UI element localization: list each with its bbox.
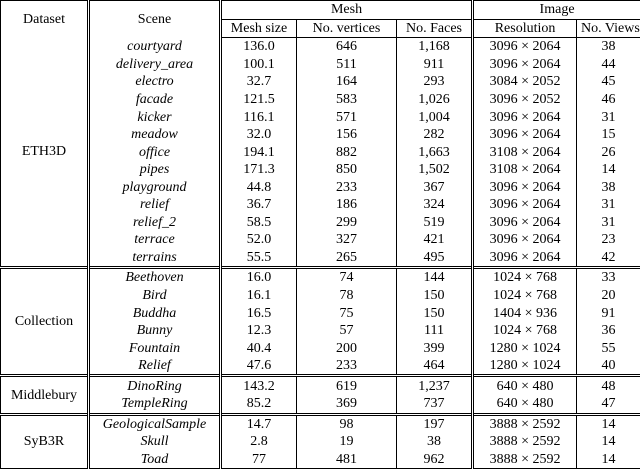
vertices-cell: 850 — [297, 161, 397, 179]
table-row — [1, 214, 640, 232]
scene-cell: kicker — [89, 108, 221, 126]
resolution-header: Resolution — [473, 19, 577, 38]
mesh-size-cell: 44.8 — [221, 178, 297, 196]
views-cell: 14 — [577, 161, 640, 179]
views-cell: 55 — [577, 339, 640, 357]
mesh-size-cell: 32.7 — [221, 73, 297, 91]
faces-cell: 282 — [397, 126, 473, 144]
views-cell: 33 — [577, 268, 640, 287]
scene-cell: Bunny — [89, 322, 221, 340]
mesh-size-cell: 40.4 — [221, 339, 297, 357]
table-row — [1, 414, 640, 433]
faces-cell: 1,168 — [397, 38, 473, 56]
table-row — [1, 357, 640, 376]
views-cell: 31 — [577, 196, 640, 214]
resolution-cell: 1024 × 768 — [473, 287, 577, 305]
views-cell: 26 — [577, 143, 640, 161]
vertices-cell: 646 — [297, 38, 397, 56]
scene-cell: relief — [89, 196, 221, 214]
resolution-cell: 3888 × 2592 — [473, 433, 577, 451]
resolution-cell: 3096 × 2064 — [473, 56, 577, 74]
vertices-cell: 200 — [297, 339, 397, 357]
header-row-1 — [1, 1, 640, 20]
resolution-cell: 3096 × 2064 — [473, 214, 577, 232]
resolution-cell: 1024 × 768 — [473, 322, 577, 340]
dataset-header: Dataset — [1, 1, 89, 38]
faces-cell: 464 — [397, 357, 473, 376]
image-header: Image — [473, 1, 640, 20]
views-cell: 31 — [577, 214, 640, 232]
resolution-cell: 1404 × 936 — [473, 304, 577, 322]
views-cell: 14 — [577, 433, 640, 451]
vertices-cell: 98 — [297, 414, 397, 433]
faces-header: No. Faces — [397, 19, 473, 38]
faces-cell: 150 — [397, 287, 473, 305]
resolution-cell: 640 × 480 — [473, 395, 577, 414]
resolution-cell: 3096 × 2064 — [473, 38, 577, 56]
faces-cell: 367 — [397, 178, 473, 196]
table-row — [1, 196, 640, 214]
dataset-cell: SyB3R — [1, 414, 89, 469]
views-cell: 48 — [577, 376, 640, 395]
resolution-cell: 3096 × 2064 — [473, 108, 577, 126]
dataset-cell: Collection — [1, 268, 89, 376]
vertices-cell: 78 — [297, 287, 397, 305]
mesh-header: Mesh — [221, 1, 473, 20]
mesh-size-header: Mesh size — [221, 19, 297, 38]
scene-cell: terrace — [89, 231, 221, 249]
scene-cell: TempleRing — [89, 395, 221, 414]
views-cell: 31 — [577, 108, 640, 126]
mesh-size-cell: 85.2 — [221, 395, 297, 414]
mesh-size-cell: 58.5 — [221, 214, 297, 232]
resolution-cell: 3108 × 2064 — [473, 161, 577, 179]
resolution-cell: 3888 × 2592 — [473, 451, 577, 469]
vertices-cell: 882 — [297, 143, 397, 161]
scene-cell: Fountain — [89, 339, 221, 357]
scene-cell: Bird — [89, 287, 221, 305]
mesh-size-cell: 52.0 — [221, 231, 297, 249]
faces-cell: 1,502 — [397, 161, 473, 179]
table-row — [1, 126, 640, 144]
vertices-cell: 619 — [297, 376, 397, 395]
mesh-size-cell: 143.2 — [221, 376, 297, 395]
mesh-size-cell: 14.7 — [221, 414, 297, 433]
vertices-cell: 156 — [297, 126, 397, 144]
scene-cell: Relief — [89, 357, 221, 376]
faces-cell: 1,026 — [397, 91, 473, 109]
table-row — [1, 287, 640, 305]
scene-cell: Skull — [89, 433, 221, 451]
resolution-cell: 3108 × 2064 — [473, 143, 577, 161]
faces-cell: 911 — [397, 56, 473, 74]
vertices-cell: 57 — [297, 322, 397, 340]
vertices-cell: 233 — [297, 357, 397, 376]
resolution-cell: 640 × 480 — [473, 376, 577, 395]
resolution-cell: 3096 × 2064 — [473, 196, 577, 214]
mesh-size-cell: 47.6 — [221, 357, 297, 376]
vertices-cell: 19 — [297, 433, 397, 451]
resolution-cell: 3096 × 2064 — [473, 178, 577, 196]
scene-cell: meadow — [89, 126, 221, 144]
vertices-cell: 481 — [297, 451, 397, 469]
vertices-cell: 369 — [297, 395, 397, 414]
views-cell: 91 — [577, 304, 640, 322]
scene-cell: courtyard — [89, 38, 221, 56]
views-cell: 14 — [577, 451, 640, 469]
views-cell: 45 — [577, 73, 640, 91]
mesh-size-cell: 121.5 — [221, 91, 297, 109]
mesh-size-cell: 171.3 — [221, 161, 297, 179]
table-row — [1, 322, 640, 340]
faces-cell: 111 — [397, 322, 473, 340]
table-row — [1, 268, 640, 287]
faces-cell: 38 — [397, 433, 473, 451]
faces-cell: 1,237 — [397, 376, 473, 395]
mesh-size-cell: 136.0 — [221, 38, 297, 56]
scene-header: Scene — [89, 1, 221, 38]
table-row — [1, 249, 640, 268]
scene-cell: office — [89, 143, 221, 161]
scene-cell: GeologicalSample — [89, 414, 221, 433]
faces-cell: 737 — [397, 395, 473, 414]
resolution-cell: 1280 × 1024 — [473, 357, 577, 376]
table-row — [1, 231, 640, 249]
scene-cell: terrains — [89, 249, 221, 268]
mesh-size-cell: 32.0 — [221, 126, 297, 144]
table-row — [1, 433, 640, 451]
vertices-cell: 74 — [297, 268, 397, 287]
vertices-cell: 186 — [297, 196, 397, 214]
mesh-size-cell: 16.5 — [221, 304, 297, 322]
vertices-cell: 511 — [297, 56, 397, 74]
resolution-cell: 3888 × 2592 — [473, 414, 577, 433]
mesh-size-cell: 16.0 — [221, 268, 297, 287]
faces-cell: 197 — [397, 414, 473, 433]
resolution-cell: 3096 × 2052 — [473, 91, 577, 109]
resolution-cell: 3084 × 2052 — [473, 73, 577, 91]
table-row — [1, 178, 640, 196]
mesh-size-cell: 55.5 — [221, 249, 297, 268]
vertices-cell: 75 — [297, 304, 397, 322]
resolution-cell: 3096 × 2064 — [473, 249, 577, 268]
scene-cell: electro — [89, 73, 221, 91]
mesh-size-cell: 77 — [221, 451, 297, 469]
mesh-size-cell: 100.1 — [221, 56, 297, 74]
vertices-cell: 327 — [297, 231, 397, 249]
scene-cell: Toad — [89, 451, 221, 469]
table-row — [1, 73, 640, 91]
faces-cell: 399 — [397, 339, 473, 357]
table-row — [1, 451, 640, 469]
table-row — [1, 91, 640, 109]
views-cell: 42 — [577, 249, 640, 268]
vertices-header: No. vertices — [297, 19, 397, 38]
mesh-size-cell: 36.7 — [221, 196, 297, 214]
dataset-cell: ETH3D — [1, 38, 89, 268]
scene-cell: DinoRing — [89, 376, 221, 395]
faces-cell: 495 — [397, 249, 473, 268]
mesh-size-cell: 2.8 — [221, 433, 297, 451]
views-cell: 14 — [577, 414, 640, 433]
table-row — [1, 108, 640, 126]
views-cell: 44 — [577, 56, 640, 74]
faces-cell: 150 — [397, 304, 473, 322]
vertices-cell: 583 — [297, 91, 397, 109]
scene-cell: playground — [89, 178, 221, 196]
vertices-cell: 233 — [297, 178, 397, 196]
vertices-cell: 571 — [297, 108, 397, 126]
table-row — [1, 395, 640, 414]
faces-cell: 1,663 — [397, 143, 473, 161]
views-cell: 15 — [577, 126, 640, 144]
faces-cell: 324 — [397, 196, 473, 214]
scene-cell: pipes — [89, 161, 221, 179]
mesh-size-cell: 116.1 — [221, 108, 297, 126]
resolution-cell: 1280 × 1024 — [473, 339, 577, 357]
faces-cell: 962 — [397, 451, 473, 469]
resolution-cell: 3096 × 2064 — [473, 126, 577, 144]
views-cell: 23 — [577, 231, 640, 249]
views-cell: 40 — [577, 357, 640, 376]
vertices-cell: 299 — [297, 214, 397, 232]
resolution-cell: 1024 × 768 — [473, 268, 577, 287]
table-row — [1, 143, 640, 161]
faces-cell: 293 — [397, 73, 473, 91]
views-cell: 36 — [577, 322, 640, 340]
table-row — [1, 339, 640, 357]
table-row — [1, 161, 640, 179]
table-row — [1, 56, 640, 74]
views-cell: 47 — [577, 395, 640, 414]
mesh-size-cell: 12.3 — [221, 322, 297, 340]
table-row — [1, 376, 640, 395]
faces-cell: 144 — [397, 268, 473, 287]
scene-cell: facade — [89, 91, 221, 109]
vertices-cell: 265 — [297, 249, 397, 268]
views-cell: 46 — [577, 91, 640, 109]
views-header: No. Views — [577, 19, 640, 38]
table-body — [1, 38, 640, 469]
table-row — [1, 38, 640, 56]
vertices-cell: 164 — [297, 73, 397, 91]
views-cell: 38 — [577, 178, 640, 196]
views-cell: 38 — [577, 38, 640, 56]
faces-cell: 421 — [397, 231, 473, 249]
faces-cell: 519 — [397, 214, 473, 232]
scene-cell: Buddha — [89, 304, 221, 322]
scene-cell: relief_2 — [89, 214, 221, 232]
dataset-cell: Middlebury — [1, 376, 89, 414]
resolution-cell: 3096 × 2064 — [473, 231, 577, 249]
scene-cell: Beethoven — [89, 268, 221, 287]
scene-cell: delivery_area — [89, 56, 221, 74]
table-row — [1, 304, 640, 322]
mesh-size-cell: 194.1 — [221, 143, 297, 161]
faces-cell: 1,004 — [397, 108, 473, 126]
views-cell: 20 — [577, 287, 640, 305]
mesh-size-cell: 16.1 — [221, 287, 297, 305]
